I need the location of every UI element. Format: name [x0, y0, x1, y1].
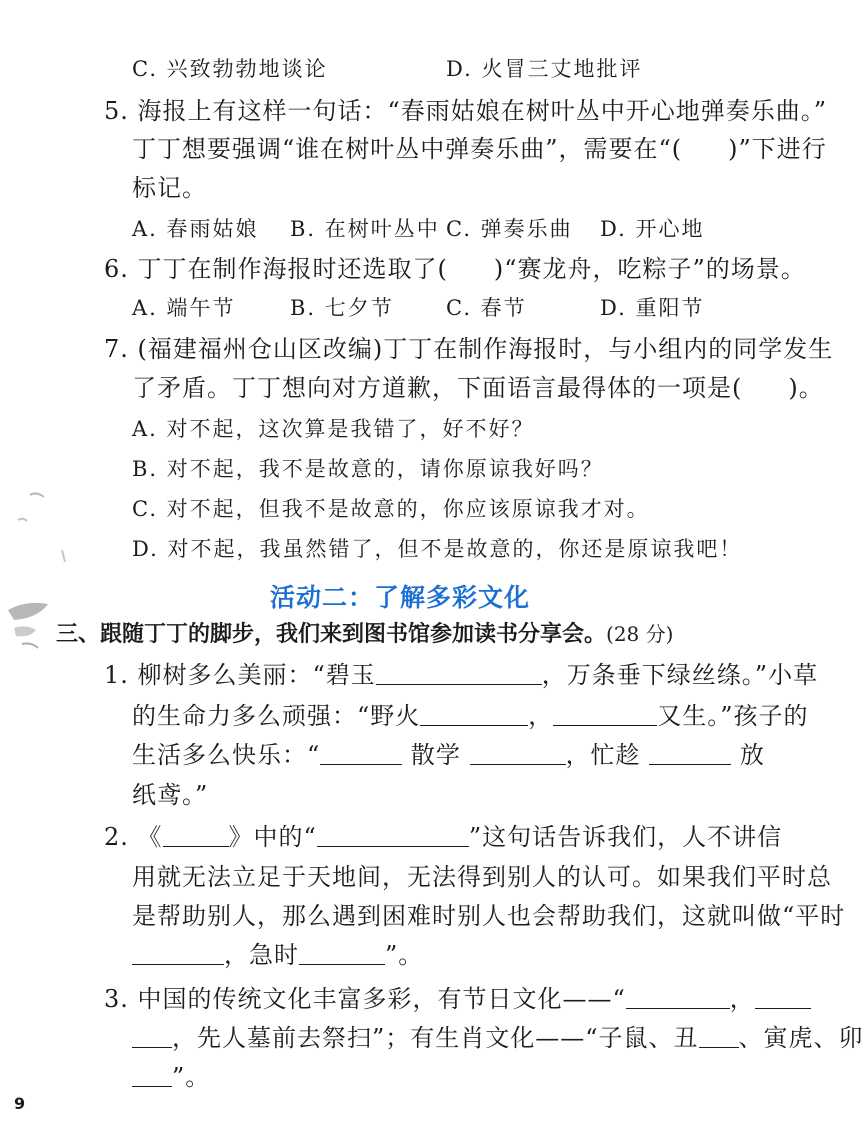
s3-text-c: ，先人墓前去祭扫”；有生肖文化——“子鼠、丑 — [172, 1024, 699, 1052]
q4-option-d: D. 火冒三丈地批评 — [446, 57, 643, 81]
q4-option-c: C. 兴致勃勃地谈论 — [132, 57, 328, 81]
q6-line-1 — [104, 254, 806, 284]
s3-line-2 — [132, 1023, 864, 1053]
q5-option-d: D. 开心地 — [600, 217, 705, 241]
q7-option-a: A. 对不起，这次算是我错了，好不好？ — [132, 417, 535, 441]
s3-blank-2a[interactable] — [755, 986, 811, 1009]
s2-line-4 — [132, 940, 423, 970]
s1-text-f: 生活多么快乐：“ — [132, 741, 321, 769]
q7-line-2 — [132, 373, 824, 403]
s2-text-d: ，急时 — [224, 941, 299, 969]
s1-line-2 — [132, 701, 809, 731]
q5-line-2-text-a: 丁丁想要强调“谁在树叶丛中弹奏乐曲”，需要在“( — [132, 135, 683, 163]
s3-line-1 — [104, 984, 811, 1014]
s1-blank-3[interactable] — [553, 703, 657, 726]
s1-blank-6[interactable] — [649, 742, 731, 765]
q7-option-d: D. 对不起，我虽然错了，但不是故意的，你还是原谅我吧！ — [132, 537, 743, 561]
page-number: 9 — [14, 1094, 26, 1113]
activity-two-title: 活动二：了解多彩文化 — [269, 583, 530, 612]
s3-text-b: ， — [729, 985, 755, 1013]
s1-text-d: ， — [528, 702, 554, 730]
s2-blank-1[interactable] — [163, 824, 229, 847]
q5-option-c: C. 弹奏乐曲 — [446, 217, 573, 241]
q5-line-2 — [132, 134, 827, 164]
s1-text-g: 散学 — [410, 741, 461, 769]
s1-blank-4[interactable] — [320, 742, 402, 765]
s1-text-h: ，忙趁 — [565, 741, 641, 769]
s3-blank-1[interactable] — [626, 986, 730, 1009]
q7-line-1: 7. (福建福州仓山区改编)丁丁在制作海报时，与小组内的同学发生 — [104, 335, 834, 363]
s2-blank-3[interactable] — [132, 942, 224, 965]
q5-option-b: B. 在树叶丛中 — [290, 217, 440, 241]
q5-line-3: 标记。 — [132, 174, 207, 202]
s1-line-1 — [104, 660, 818, 690]
q7-option-c: C. 对不起，但我不是故意的，你应该原谅我才对。 — [132, 497, 650, 521]
scan-smudge — [0, 480, 70, 700]
section-three-score: (28 分) — [606, 622, 674, 646]
q5-line-2-text-b: )”下进行 — [728, 135, 827, 163]
s3-blank-3[interactable] — [699, 1025, 739, 1048]
s1-line-4: 纸鸢。” — [132, 781, 209, 809]
s2-blank-2[interactable] — [317, 824, 469, 847]
s3-blank-4[interactable] — [132, 1064, 172, 1087]
s1-blank-2[interactable] — [420, 703, 528, 726]
s2-text-a: 2. 《 — [104, 823, 163, 851]
s2-text-c: ”这句话告诉我们，人不讲信 — [468, 823, 783, 851]
s1-text-a: 1. 柳树多么美丽：“碧玉 — [104, 661, 376, 689]
s2-text-b: 》中的“ — [228, 823, 317, 851]
q5-line-1: 5. 海报上有这样一句话：“春雨姑娘在树叶丛中开心地弹奏乐曲。” — [104, 97, 828, 125]
s3-line-3 — [132, 1062, 210, 1092]
s2-line-3: 是帮助别人，那么遇到困难时别人也会帮助我们，这就叫做“平时 — [132, 902, 846, 930]
s1-line-3 — [132, 740, 765, 770]
q5-option-a: A. 春雨姑娘 — [132, 217, 259, 241]
q7-option-b: B. 对不起，我不是故意的，请你原谅我好吗？ — [132, 457, 604, 481]
s1-text-b: ，万条垂下绿丝绦。”小草 — [541, 661, 819, 689]
s3-blank-2b[interactable] — [132, 1025, 172, 1048]
q6-option-c: C. 春节 — [446, 296, 527, 320]
q6-option-b: B. 七夕节 — [290, 296, 394, 320]
s2-line-1 — [104, 822, 782, 852]
s1-blank-5[interactable] — [470, 742, 566, 765]
s2-blank-4[interactable] — [299, 942, 385, 965]
section-three-heading — [56, 619, 673, 649]
q6-text-a: 6. 丁丁在制作海报时还选取了( — [104, 255, 448, 283]
s1-text-i: 放 — [739, 741, 765, 769]
s1-text-c: 的生命力多么顽强：“野火 — [132, 702, 421, 730]
q6-text-b: )“赛龙舟，吃粽子”的场景。 — [493, 255, 806, 283]
q7-text-b: )。 — [788, 374, 824, 402]
s1-text-e: 又生。”孩子的 — [657, 702, 809, 730]
s3-text-d: 、寅虎、卯 — [738, 1024, 864, 1052]
q7-text-a: 了矛盾。丁丁想向对方道歉，下面语言最得体的一项是( — [132, 374, 743, 402]
s3-text-e: ”。 — [172, 1063, 211, 1091]
s2-text-e: ”。 — [385, 941, 424, 969]
s3-text-a: 3. 中国的传统文化丰富多彩，有节日文化——“ — [104, 985, 626, 1013]
q6-option-d: D. 重阳节 — [600, 296, 705, 320]
s2-line-2: 用就无法立足于天地间，无法得到别人的认可。如果我们平时总 — [132, 863, 832, 891]
section-three-title: 三、跟随丁丁的脚步，我们来到图书馆参加读书分享会。 — [56, 621, 607, 647]
s1-blank-1[interactable] — [376, 662, 542, 685]
q6-option-a: A. 端午节 — [132, 296, 236, 320]
